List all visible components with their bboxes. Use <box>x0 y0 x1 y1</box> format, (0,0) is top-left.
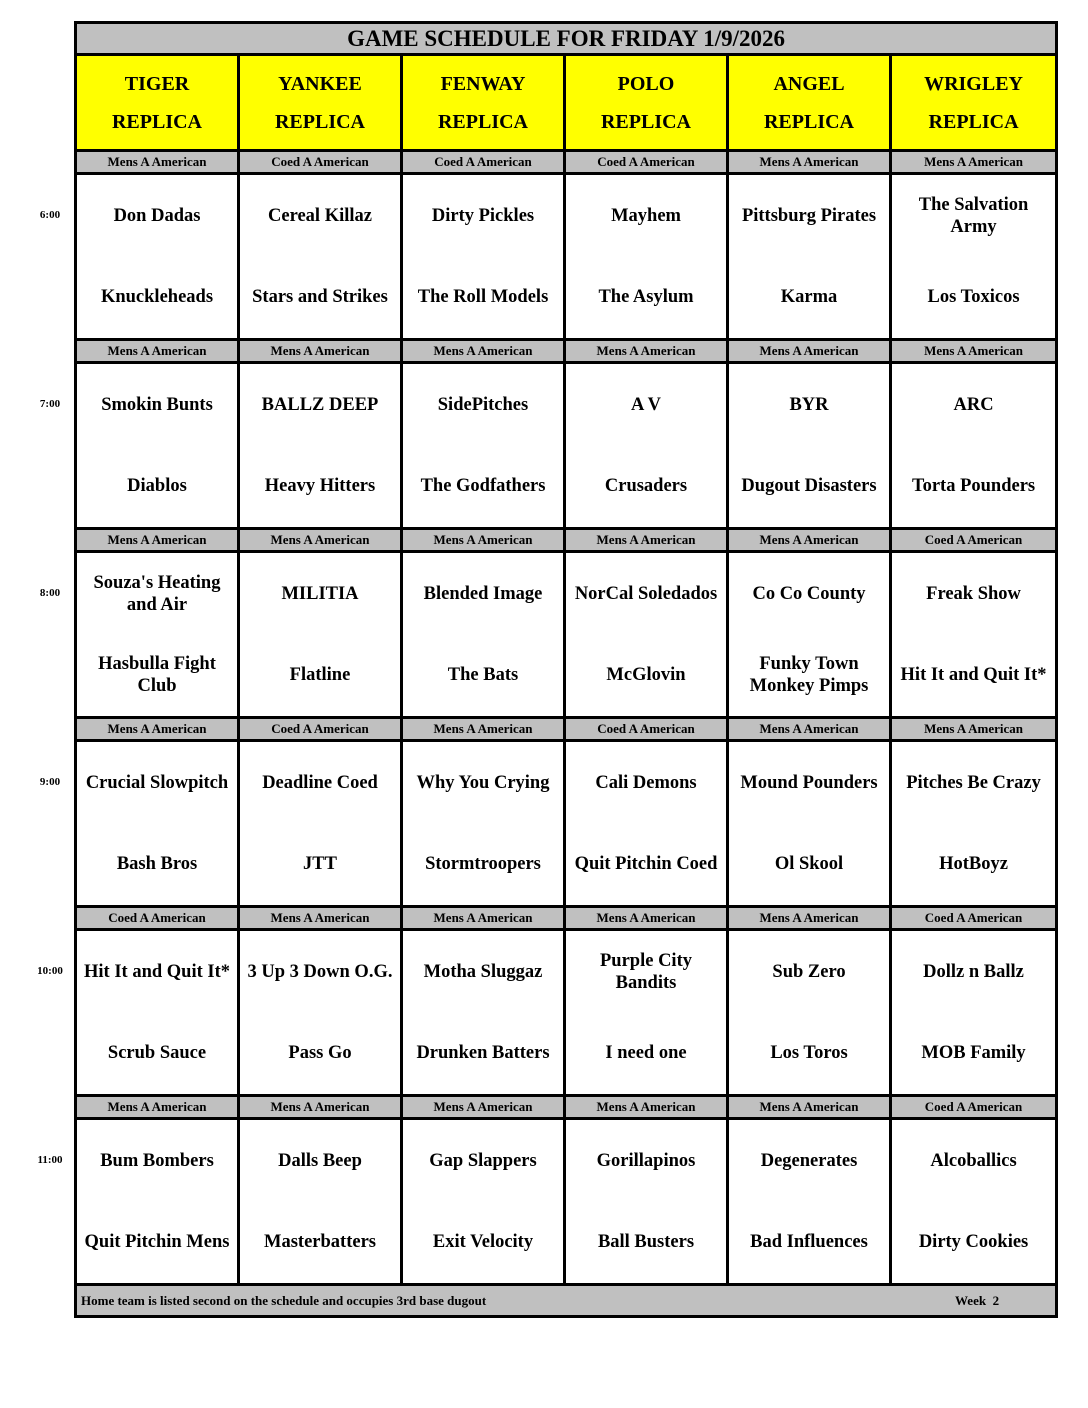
away-team: Dirty Pickles <box>431 205 535 226</box>
away-team: Sub Zero <box>772 961 846 982</box>
field-subtitle: REPLICA <box>111 110 202 133</box>
away-team: NorCal Soledados <box>574 583 718 604</box>
game-cell <box>728 741 891 907</box>
field-name: ANGEL <box>773 72 845 95</box>
field-header-4 <box>728 55 891 151</box>
field-header-1 <box>239 55 402 151</box>
field-subtitle: REPLICA <box>437 110 528 133</box>
home-team: The Roll Models <box>417 287 549 308</box>
division-label: Coed A American <box>891 529 1057 552</box>
home-team: Karma <box>780 287 838 308</box>
division-label: Mens A American <box>239 529 402 552</box>
game-cell <box>402 552 565 718</box>
away-team: Cereal Killaz <box>268 205 372 226</box>
field-header-3 <box>565 55 728 151</box>
away-team: Pitches Be Crazy <box>906 772 1041 793</box>
home-team: Los Toxicos <box>927 287 1020 308</box>
division-label: Mens A American <box>728 907 891 930</box>
game-cell <box>239 741 402 907</box>
game-row <box>76 741 1057 907</box>
home-team: McGlovin <box>606 665 686 686</box>
game-cell <box>239 363 402 529</box>
home-team: Stormtroopers <box>425 854 541 875</box>
home-team: Hit It and Quit It* <box>900 665 1047 686</box>
game-cell <box>402 363 565 529</box>
division-label: Coed A American <box>76 907 239 930</box>
home-team: Flatline <box>289 665 351 686</box>
home-team: JTT <box>303 854 337 875</box>
division-row <box>76 718 1057 741</box>
division-label: Mens A American <box>402 718 565 741</box>
field-header-0 <box>76 55 239 151</box>
field-name: TIGER <box>124 72 190 95</box>
division-row <box>76 907 1057 930</box>
away-team: BYR <box>789 394 829 415</box>
division-label: Mens A American <box>891 340 1057 363</box>
division-label: Mens A American <box>565 1096 728 1119</box>
away-team: Gap Slappers <box>429 1150 537 1171</box>
away-team: Dollz n Ballz <box>923 961 1024 982</box>
division-label: Mens A American <box>728 151 891 174</box>
game-cell <box>76 552 239 718</box>
away-team: Why You Crying <box>416 772 550 793</box>
home-team: Drunken Batters <box>416 1043 550 1064</box>
division-label: Coed A American <box>891 907 1057 930</box>
division-label: Coed A American <box>239 718 402 741</box>
division-label: Mens A American <box>565 340 728 363</box>
home-team: Dirty Cookies <box>918 1232 1029 1253</box>
field-name: POLO <box>617 72 675 95</box>
game-cell <box>76 363 239 529</box>
game-cell <box>402 174 565 340</box>
division-label: Mens A American <box>76 151 239 174</box>
field-header-5 <box>891 55 1057 151</box>
away-team: A V <box>631 394 661 415</box>
division-label: Coed A American <box>565 718 728 741</box>
away-team: The Salvation Army <box>918 194 1029 237</box>
game-cell <box>565 930 728 1096</box>
division-label: Mens A American <box>402 907 565 930</box>
game-cell <box>891 174 1057 340</box>
division-label: Mens A American <box>728 718 891 741</box>
division-label: Coed A American <box>239 151 402 174</box>
game-cell <box>891 1119 1057 1285</box>
away-team: Mayhem <box>611 205 681 226</box>
game-cell <box>891 552 1057 718</box>
game-cell <box>728 363 891 529</box>
home-team: Hasbulla Fight Club <box>98 654 216 697</box>
division-label: Coed A American <box>565 151 728 174</box>
game-cell <box>728 174 891 340</box>
away-team: Crucial Slowpitch <box>85 772 229 793</box>
away-team: Purple City Bandits <box>600 950 692 993</box>
game-cell <box>76 930 239 1096</box>
time-label: 10:00 <box>37 964 63 977</box>
away-team: Alcoballics <box>930 1150 1017 1171</box>
game-cell <box>891 363 1057 529</box>
away-team: Blended Image <box>423 583 543 604</box>
game-cell <box>565 363 728 529</box>
division-label: Coed A American <box>402 151 565 174</box>
game-row <box>76 1119 1057 1285</box>
game-cell <box>728 930 891 1096</box>
away-team: MILITIA <box>281 583 359 604</box>
game-cell <box>239 1119 402 1285</box>
game-cell <box>728 552 891 718</box>
game-cell <box>239 930 402 1096</box>
division-row <box>76 151 1057 174</box>
division-label: Mens A American <box>239 1096 402 1119</box>
game-cell <box>239 174 402 340</box>
time-label: 9:00 <box>39 775 61 788</box>
division-label: Mens A American <box>76 718 239 741</box>
division-label: Coed A American <box>891 1096 1057 1119</box>
division-label: Mens A American <box>728 1096 891 1119</box>
away-team: Degenerates <box>760 1150 858 1171</box>
field-subtitle: REPLICA <box>763 110 854 133</box>
home-team: Stars and Strikes <box>252 287 388 308</box>
time-label: 6:00 <box>39 208 61 221</box>
division-row <box>76 1096 1057 1119</box>
field-subtitle: REPLICA <box>600 110 691 133</box>
field-name: FENWAY <box>440 72 526 95</box>
away-team: Pittsburg Pirates <box>741 205 877 226</box>
division-label: Mens A American <box>728 340 891 363</box>
home-team: Quit Pitchin Coed <box>574 854 718 875</box>
game-cell <box>402 741 565 907</box>
division-row <box>76 529 1057 552</box>
home-team: Knuckleheads <box>100 287 214 308</box>
time-label: 11:00 <box>37 1153 63 1166</box>
away-team: Co Co County <box>752 583 866 604</box>
away-team: ARC <box>953 394 994 415</box>
division-label: Mens A American <box>402 1096 565 1119</box>
away-team: Cali Demons <box>595 772 697 793</box>
home-team: Quit Pitchin Mens <box>84 1232 230 1253</box>
home-team: MOB Family <box>921 1043 1026 1064</box>
field-name: YANKEE <box>278 72 362 95</box>
field-subtitle: REPLICA <box>928 110 1019 133</box>
game-cell <box>76 1119 239 1285</box>
week-label: Week 2 <box>955 1292 1000 1308</box>
away-team: Motha Sluggaz <box>423 961 543 982</box>
division-label: Mens A American <box>76 529 239 552</box>
home-team: Ol Skool <box>774 854 844 875</box>
away-team: Deadline Coed <box>262 772 378 793</box>
home-team: Masterbatters <box>264 1232 376 1253</box>
field-name: WRIGLEY <box>924 72 1023 95</box>
home-team: HotBoyz <box>939 854 1008 875</box>
home-team: Torta Pounders <box>911 476 1036 497</box>
division-label: Mens A American <box>728 529 891 552</box>
home-team: The Asylum <box>598 287 694 308</box>
home-team: Pass Go <box>288 1043 352 1064</box>
home-team: Dugout Disasters <box>741 476 877 497</box>
schedule-title: GAME SCHEDULE FOR FRIDAY 1/9/2026 <box>76 23 1057 55</box>
home-team: The Bats <box>447 665 519 686</box>
home-team: Los Toros <box>770 1043 848 1064</box>
division-label: Mens A American <box>402 529 565 552</box>
home-team: The Godfathers <box>420 476 546 497</box>
home-team: Diablos <box>127 476 187 497</box>
away-team: Souza's Heating and Air <box>93 572 221 615</box>
away-team: 3 Up 3 Down O.G. <box>247 961 393 982</box>
game-cell <box>76 174 239 340</box>
away-team: Dalls Beep <box>278 1150 362 1171</box>
away-team: Freak Show <box>926 583 1021 604</box>
game-cell <box>565 174 728 340</box>
game-cell <box>728 1119 891 1285</box>
home-team: Heavy Hitters <box>264 476 376 497</box>
division-label: Mens A American <box>565 529 728 552</box>
home-team: Bash Bros <box>116 854 198 875</box>
away-team: Mound Pounders <box>740 772 878 793</box>
away-team: Smokin Bunts <box>101 394 213 415</box>
division-label: Mens A American <box>76 1096 239 1119</box>
game-cell <box>891 741 1057 907</box>
game-row <box>76 363 1057 529</box>
home-team: Bad Influences <box>750 1232 868 1253</box>
game-row <box>76 930 1057 1096</box>
field-header-2 <box>402 55 565 151</box>
away-team: Gorillapinos <box>596 1150 696 1171</box>
schedule-table <box>74 21 1058 1318</box>
division-label: Mens A American <box>239 340 402 363</box>
game-cell <box>565 552 728 718</box>
home-team: Crusaders <box>604 476 688 497</box>
game-cell <box>402 1119 565 1285</box>
away-team: Bum Bombers <box>100 1150 214 1171</box>
footer-note: Home team is listed second on the schedule and occupies 3rd base dugout <box>81 1292 487 1308</box>
game-cell <box>565 741 728 907</box>
division-label: Mens A American <box>76 340 239 363</box>
division-row <box>76 340 1057 363</box>
field-subtitle: REPLICA <box>274 110 365 133</box>
division-label: Mens A American <box>891 151 1057 174</box>
home-team: Ball Busters <box>597 1232 695 1253</box>
home-team: Exit Velocity <box>432 1232 534 1253</box>
division-label: Mens A American <box>565 907 728 930</box>
game-cell <box>76 741 239 907</box>
time-label: 7:00 <box>39 397 61 410</box>
game-row <box>76 174 1057 340</box>
home-team: I need one <box>605 1043 687 1064</box>
division-label: Mens A American <box>239 907 402 930</box>
game-cell <box>402 930 565 1096</box>
home-team: Funky Town Monkey Pimps <box>749 654 869 697</box>
game-cell <box>891 930 1057 1096</box>
game-row <box>76 552 1057 718</box>
away-team: Hit It and Quit It* <box>84 961 230 982</box>
division-label: Mens A American <box>891 718 1057 741</box>
away-team: SidePitches <box>437 394 529 415</box>
division-label: Mens A American <box>402 340 565 363</box>
away-team: BALLZ DEEP <box>261 394 379 415</box>
home-team: Scrub Sauce <box>107 1043 207 1064</box>
game-cell <box>239 552 402 718</box>
game-cell <box>565 1119 728 1285</box>
away-team: Don Dadas <box>113 205 201 226</box>
schedule-footer <box>76 1285 1057 1317</box>
time-label: 8:00 <box>39 586 61 599</box>
